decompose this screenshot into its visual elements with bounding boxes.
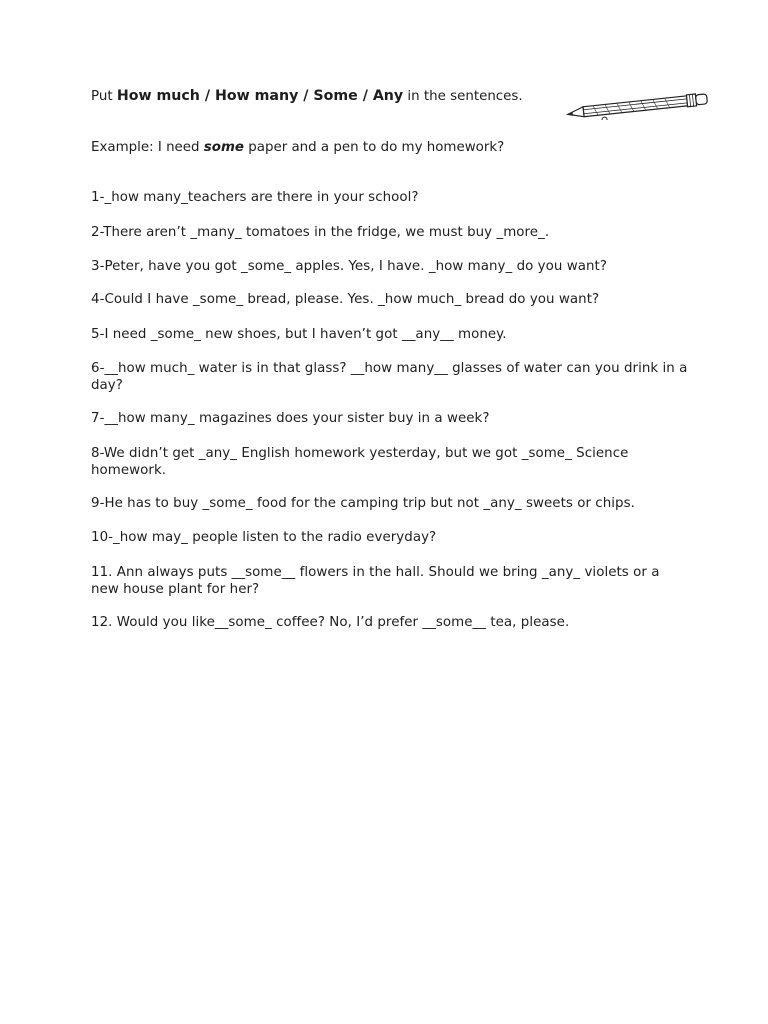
instruction-options: How much / How many / Some / Any	[116, 88, 404, 104]
question-3: 3-Peter, have you got _some_ apples. Yes, I have. _how many_ do you want?	[91, 259, 607, 274]
question-4: 4-Could I have _some_ bread, please. Yes. _how much_ bread do you want?	[91, 292, 600, 307]
instruction-line	[91, 86, 523, 107]
question-9: 9-He has to buy _some_ food for the camping trip but not _any_ sweets or chips.	[91, 496, 635, 511]
instruction-prefix: Put	[91, 89, 117, 104]
question-2: 2-There aren’t _many_ tomatoes in the fridge, we must buy _more_.	[91, 225, 550, 240]
example-sentence	[91, 138, 504, 158]
example-suffix: paper and a pen to do my homework?	[244, 140, 505, 155]
question-7: 7-__how many_ magazines does your sister buy in a week?	[91, 411, 490, 426]
question-10: 10-_how may_ people listen to the radio everyday?	[91, 530, 437, 545]
example-prefix: Example: I need	[91, 140, 204, 155]
question-6: 6-__how much_ water is in that glass? __how many__ glasses of water can you drink in a day?	[91, 361, 688, 393]
instruction-suffix: in the sentences.	[403, 89, 523, 104]
question-1: 1-_how many_teachers are there in your school?	[91, 190, 419, 205]
question-8: 8-We didn’t get _any_ English homework yesterday, but we got _some_ Science homework.	[91, 446, 629, 478]
pencil-icon	[563, 86, 713, 120]
example-emphasis: some	[203, 140, 245, 155]
question-12: 12. Would you like__some_ coffee? No, I’d prefer __some__ tea, please.	[91, 615, 570, 630]
question-5: 5-I need _some_ new shoes, but I haven’t got __any__ money.	[91, 327, 507, 342]
question-11: 11. Ann always puts __some__ flowers in the hall. Should we bring _any_ violets or a new house plant for her?	[91, 565, 660, 597]
